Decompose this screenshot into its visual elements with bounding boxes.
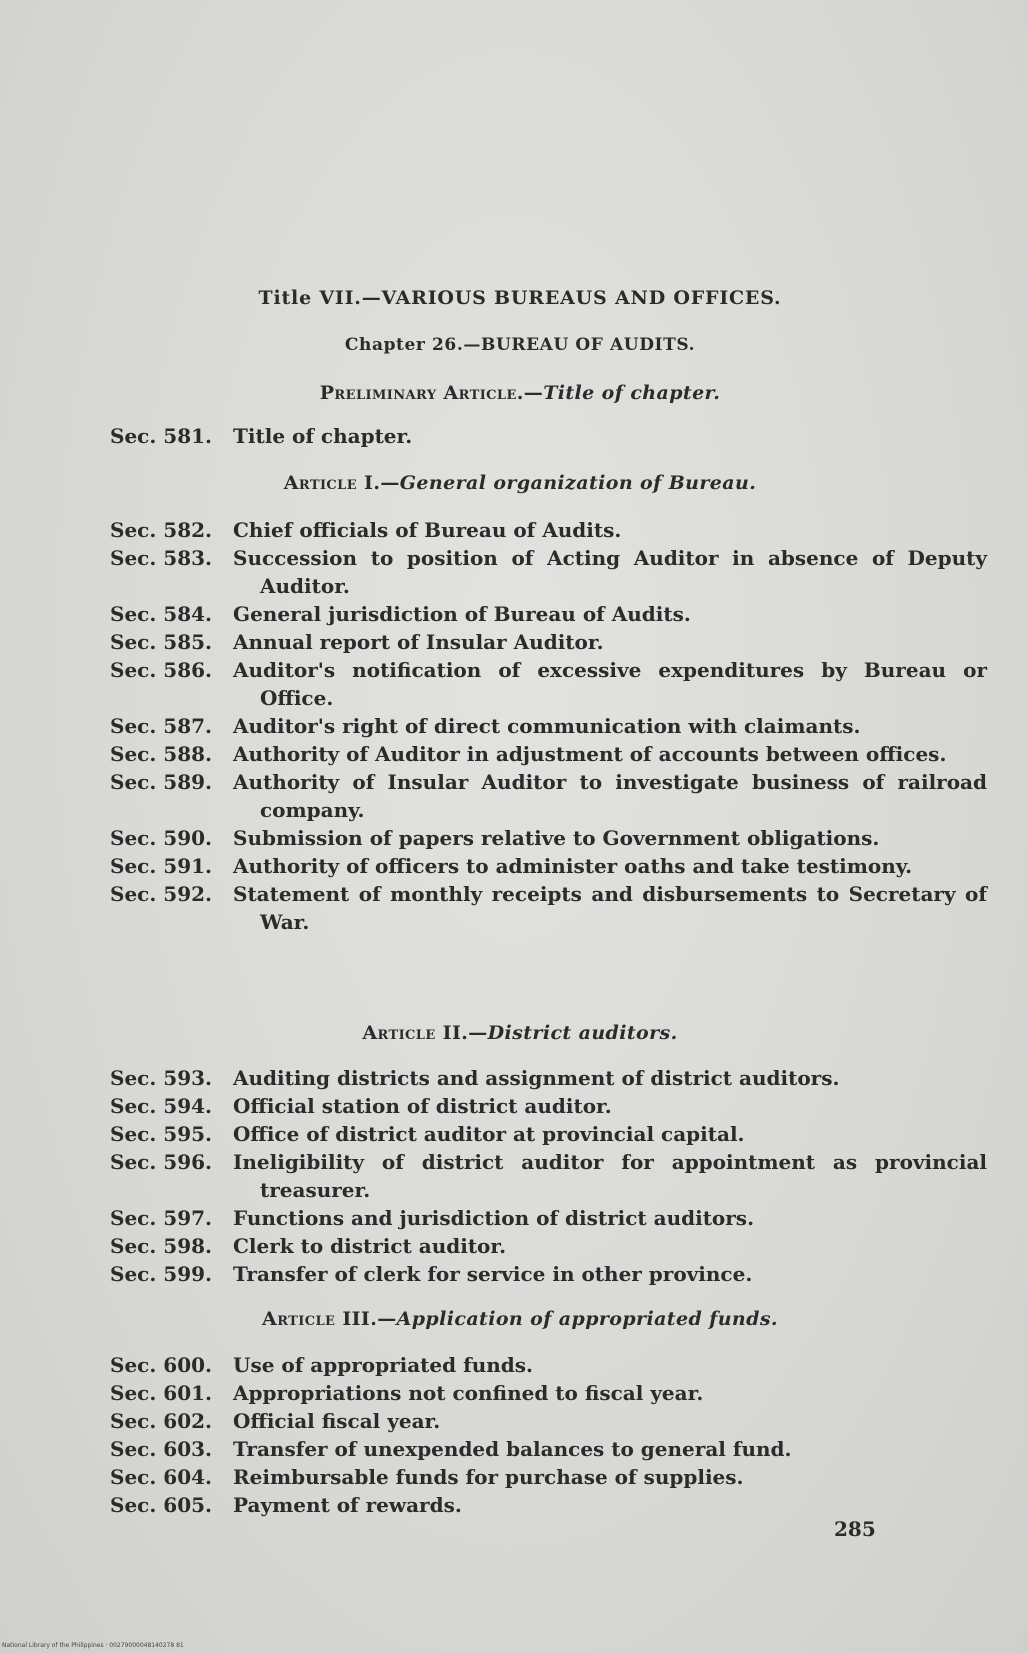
section-title: Submission of papers relative to Government obligations. [233, 826, 880, 850]
article-heading-1 [0, 472, 1028, 494]
article-heading-lead: Preliminary Article.— [319, 382, 544, 404]
section-title: Office of district auditor at provincial capital. [233, 1122, 745, 1146]
section-entry [0, 1407, 1028, 1435]
section-number: Sec. 593. [110, 1066, 212, 1090]
section-number: Sec. 604. [110, 1465, 212, 1489]
section-entry [0, 1379, 1028, 1407]
section-entry [0, 1491, 1028, 1519]
section-number: Sec. 595. [110, 1122, 212, 1146]
section-entry [0, 1148, 1028, 1204]
section-number: Sec. 605. [110, 1493, 212, 1517]
section-number: Sec. 586. [110, 658, 212, 682]
section-number: Sec. 598. [110, 1234, 212, 1258]
section-title: Chief officials of Bureau of Audits. [233, 518, 622, 542]
article-heading-italic: General organization of Bureau. [399, 472, 757, 494]
section-number: Sec. 596. [110, 1150, 212, 1174]
section-number: Sec. 588. [110, 742, 212, 766]
section-title: Functions and jurisdiction of district auditors. [233, 1206, 755, 1230]
section-entry [0, 1351, 1028, 1379]
section-number: Sec. 584. [110, 602, 212, 626]
section-number: Sec. 581. [110, 424, 212, 448]
section-list-article-1 [0, 516, 1028, 936]
section-entry [0, 712, 1028, 740]
section-number: Sec. 585. [110, 630, 212, 654]
section-title: Official fiscal year. [233, 1409, 441, 1433]
section-title: Transfer of clerk for service in other province. [233, 1262, 753, 1286]
chapter-heading [0, 335, 1028, 355]
section-title: Payment of rewards. [233, 1493, 462, 1517]
section-list-article-2 [0, 1064, 1028, 1288]
section-number: Sec. 601. [110, 1381, 212, 1405]
section-title: Title of chapter. [233, 424, 413, 448]
article-heading-3 [0, 1308, 1028, 1330]
section-entry [0, 544, 1028, 600]
section-entry [0, 880, 1028, 936]
section-entry [0, 852, 1028, 880]
section-entry [0, 1204, 1028, 1232]
section-entry [0, 1120, 1028, 1148]
chapter-heading-text: Chapter 26.—BUREAU OF AUDITS. [344, 335, 696, 355]
article-heading-italic: District auditors. [487, 1022, 678, 1044]
section-entry [0, 1260, 1028, 1288]
section-title: Auditing districts and assignment of district auditors. [233, 1066, 840, 1090]
article-heading-lead: Article III.— [262, 1308, 397, 1330]
article-heading-lead: Article II.— [362, 1022, 488, 1044]
section-title: Official station of district auditor. [233, 1094, 612, 1118]
section-title: Auditor's right of direct communication with claimants. [233, 714, 861, 738]
section-entry [0, 768, 1028, 824]
section-entry [0, 600, 1028, 628]
article-heading-italic: Application of appropriated funds. [396, 1308, 778, 1330]
section-number: Sec. 599. [110, 1262, 212, 1286]
section-entry [0, 740, 1028, 768]
title-heading-text: Title VII.—VARIOUS BUREAUS AND OFFICES. [258, 287, 782, 309]
section-title: Authority of Auditor in adjustment of accounts between offices. [233, 742, 947, 766]
section-number: Sec. 603. [110, 1437, 212, 1461]
section-entry [0, 422, 1028, 450]
section-title: Auditor's notification of excessive expenditures by Bureau or Office. [233, 658, 987, 710]
section-title: Ineligibility of district auditor for appointment as provincial treasurer. [233, 1150, 987, 1202]
article-heading-preliminary [0, 382, 1028, 404]
article-heading-lead: Article I.— [283, 472, 400, 494]
section-list-preliminary [0, 422, 1028, 450]
library-stamp: National Library of the Philippines · 00279000048140278 81 [2, 1642, 184, 1649]
section-entry [0, 1435, 1028, 1463]
article-heading-italic: Title of chapter. [543, 382, 721, 404]
section-number: Sec. 590. [110, 826, 212, 850]
section-number: Sec. 589. [110, 770, 212, 794]
section-title: Transfer of unexpended balances to general fund. [233, 1437, 792, 1461]
section-entry [0, 1232, 1028, 1260]
section-number: Sec. 597. [110, 1206, 212, 1230]
article-heading-2 [0, 1022, 1028, 1044]
section-title: Use of appropriated funds. [233, 1353, 533, 1377]
section-list-article-3 [0, 1351, 1028, 1519]
section-entry [0, 1092, 1028, 1120]
section-entry [0, 516, 1028, 544]
section-title: Reimbursable funds for purchase of supplies. [233, 1465, 744, 1489]
section-title: General jurisdiction of Bureau of Audits. [233, 602, 691, 626]
section-entry [0, 824, 1028, 852]
section-entry [0, 656, 1028, 712]
page-number: 285 [834, 1517, 876, 1541]
section-number: Sec. 602. [110, 1409, 212, 1433]
section-title: Succession to position of Acting Auditor in absence of Deputy Auditor. [233, 546, 987, 598]
section-title: Annual report of Insular Auditor. [233, 630, 604, 654]
section-entry [0, 1064, 1028, 1092]
section-number: Sec. 592. [110, 882, 212, 906]
section-title: Authority of Insular Auditor to investigate business of railroad company. [233, 770, 987, 822]
section-number: Sec. 587. [110, 714, 212, 738]
section-number: Sec. 600. [110, 1353, 212, 1377]
section-title: Clerk to district auditor. [233, 1234, 507, 1258]
section-number: Sec. 582. [110, 518, 212, 542]
section-number: Sec. 591. [110, 854, 212, 878]
section-title: Statement of monthly receipts and disbursements to Secretary of War. [233, 882, 987, 934]
section-number: Sec. 583. [110, 546, 212, 570]
title-heading [0, 287, 1028, 309]
section-entry [0, 1463, 1028, 1491]
section-entry [0, 628, 1028, 656]
section-title: Authority of officers to administer oaths and take testimony. [233, 854, 913, 878]
section-number: Sec. 594. [110, 1094, 212, 1118]
section-title: Appropriations not confined to fiscal year. [233, 1381, 704, 1405]
